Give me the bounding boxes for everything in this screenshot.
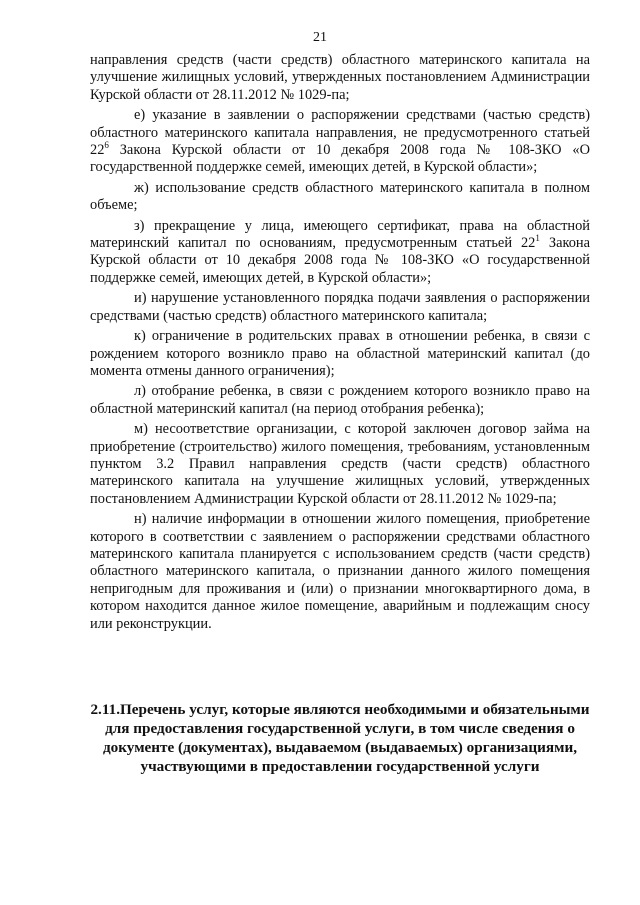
paragraph-item-z-tail: Закона Курской области от 10 декабря 2008 года № 108-ЗКО «О государственной поддержке семей, имеющих детей, в Курской области»; bbox=[90, 235, 590, 286]
paragraph-item-z-text: з) прекращение у лица, имеющего сертификат, права на областной материнский капитал по основаниям, предусмотренным статьей 22 bbox=[90, 217, 590, 252]
paragraph-item-l: л) отобрание ребенка, в связи с рождением которого возникло право на областной материнский капитал (на период отобрания ребенка); bbox=[90, 383, 590, 417]
paragraph-item-e-text: е) указание в заявлении о распоряжении средствами (частью средств) областного материнского капитала направления, не предусмотренного статьей 22 bbox=[90, 107, 590, 159]
paragraph-item-z bbox=[90, 218, 590, 288]
section-heading: 2.11.Перечень услуг, которые являются необходимыми и обязательными для предоставления государственной услуги, в том числе сведения о документе (документах), выдаваемом (выдаваемых) организациями, участвующими в предоставлении государственной услуги bbox=[90, 701, 590, 775]
paragraph-continuation: направления средств (части средств) областного материнского капитала на улучшение жилищных условий, утвержденных постановлением Администрации Курской области от 28.11.2012 № 1029-па; bbox=[90, 52, 590, 103]
paragraph-item-zh: ж) использование средств областного материнского капитала в полном объеме; bbox=[90, 179, 590, 214]
paragraph-item-m: м) несоответствие организации, с которой заключен договор займа на приобретение (строительство) жилого помещения, требованиям, установленным пунктом 3.2 Правил направления средств (части средств) областного материнского капитала на улучшение жилищных условий, утвержденных постановлением Администрации Курской области от 28.11.2012 № 1029-па; bbox=[90, 421, 590, 507]
paragraph-item-z-superscript: 1 bbox=[535, 233, 540, 244]
paragraph-item-k: к) ограничение в родительских правах в отношении ребенка, в связи с рождением которого возникло право на областной материнский капитал (до момента отмены данного ограничения); bbox=[90, 328, 590, 379]
paragraph-item-i: и) нарушение установленного порядка подачи заявления о распоряжении средствами (частью средств) областного материнского капитала; bbox=[90, 290, 590, 324]
page-number: 21 bbox=[313, 30, 327, 45]
document-body bbox=[90, 52, 590, 636]
paragraph-item-n: н) наличие информации в отношении жилого помещения, приобретение которого в соответствии с заявлением о распоряжении средствами областного материнского капитала планируется с использованием средств (части средств) областного материнского капитала, о признании данного жилого помещения непригодным для проживания и (или) о признании многоквартирного дома, в котором находится данное жилое помещение, аварийным и подлежащим сносу или реконструкции. bbox=[90, 511, 590, 632]
paragraph-item-e bbox=[90, 107, 590, 177]
paragraph-item-e-superscript: 6 bbox=[104, 140, 109, 151]
paragraph-item-e-tail: Закона Курской области от 10 декабря 2008 года № 108-ЗКО «О государственной поддержке семей, имеющих детей, в Курской области»; bbox=[90, 142, 590, 176]
